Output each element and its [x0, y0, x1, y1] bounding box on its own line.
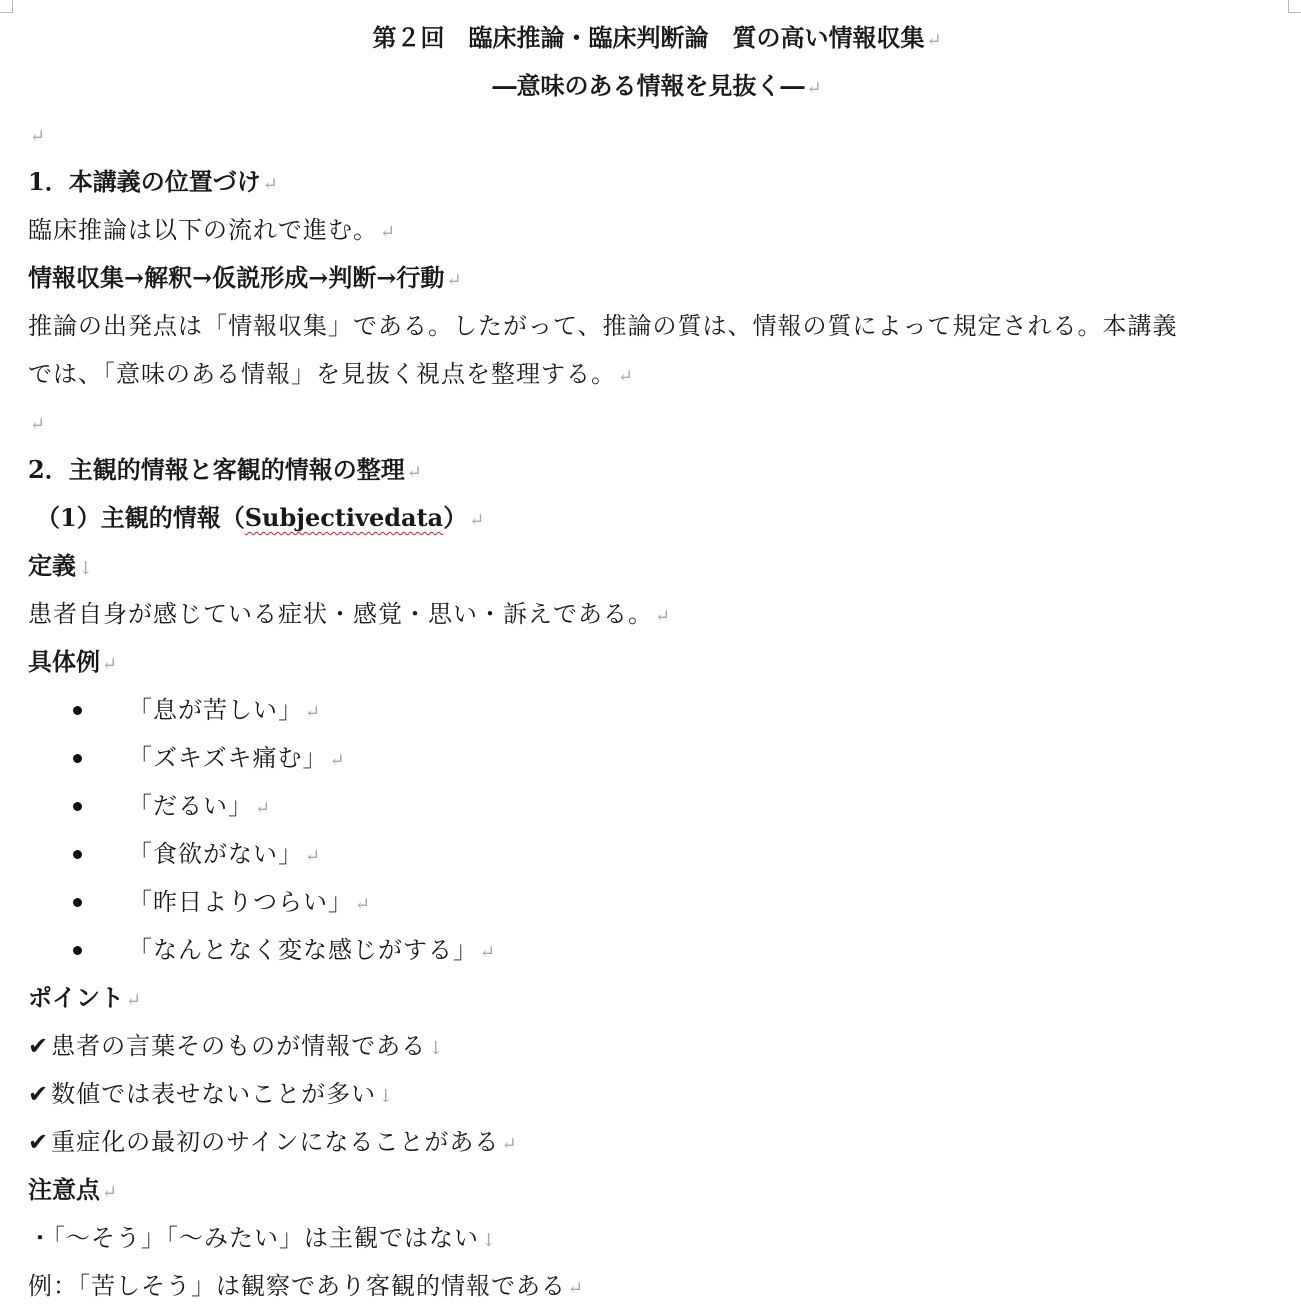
check-mark-icon: ✔ [28, 1080, 50, 1108]
bullet-icon [73, 946, 82, 955]
reasoning-flow: 情報収集→解釈→仮説形成→判断→行動 ↵ [28, 263, 462, 292]
paragraph-mark: ↵ [126, 990, 142, 1011]
paragraph-mark: ↵ [655, 606, 672, 627]
caution-text: ・「〜そう」「〜みたい」は主観ではない ↓ [28, 1224, 498, 1252]
paragraph-mark: ↵ [262, 174, 278, 195]
empty-paragraph [28, 398, 1286, 446]
list-item: 「だるい」 ↵ [28, 782, 1286, 830]
section-1-paragraph-line-1: 推論の出発点は「情報収集」である。したがって、推論の質は、情報の質によって規定される。本講義 [28, 312, 1178, 340]
point-item: ✔患者の言葉そのものが情報である ↓ [28, 1032, 445, 1060]
list-item: 「ズキズキ痛む」 ↵ [28, 734, 1286, 782]
bullet-icon [73, 850, 82, 859]
section-1-intro: 臨床推論は以下の流れで進む。 ↵ [28, 216, 397, 244]
paragraph-mark: ↵ [305, 702, 322, 723]
paragraph-mark: ↵ [380, 222, 397, 243]
paragraph-mark: ↵ [305, 846, 322, 867]
check-mark-icon: ✔ [28, 1128, 50, 1156]
section-1-paragraph-line-2: では、「意味のある情報」を見抜く視点を整理する。 ↵ [28, 360, 635, 388]
points-label: ポイント ↵ [28, 983, 142, 1012]
paragraph-mark: ↵ [806, 78, 822, 99]
line-break-mark: ↓ [78, 558, 94, 579]
list-item: 「昨日よりつらい」 ↵ [28, 878, 1286, 926]
bullet-icon [73, 802, 82, 811]
document-subtitle: ―意味のある情報を見抜く― ↵ [492, 71, 822, 100]
paragraph-mark: ↵ [446, 270, 462, 291]
line-break-mark: ↓ [428, 1038, 445, 1059]
bullet-icon [73, 706, 82, 715]
document-title: 第２回 臨床推論・臨床判断論 質の高い情報収集 ↵ [372, 23, 942, 52]
paragraph-mark: ↵ [255, 798, 272, 819]
paragraph-mark: ↵ [480, 942, 497, 963]
point-item: ✔重症化の最初のサインになることがある ↵ [28, 1128, 518, 1156]
subjective-data-heading: （1）主観的情報（Subjectivedata） ↵ [36, 503, 485, 532]
paragraph-mark: ↵ [406, 462, 422, 483]
section-1-heading: 1．本講義の位置づけ ↵ [28, 167, 278, 196]
list-item: 「食欲がない」 ↵ [28, 830, 1286, 878]
definition-label: 定義 ↓ [28, 551, 94, 580]
paragraph-mark: ↵ [926, 30, 942, 51]
paragraph-mark: ↵ [501, 1134, 518, 1155]
point-item: ✔数値では表せないことが多い ↓ [28, 1080, 395, 1108]
list-item: 「息が苦しい」 ↵ [28, 686, 1286, 734]
paragraph-mark: ↵ [102, 654, 118, 675]
page-corner-mark-right [1288, 0, 1301, 13]
paragraph-mark: ↵ [469, 510, 485, 531]
line-break-mark: ↓ [378, 1086, 395, 1107]
paragraph-mark: ↵ [30, 126, 46, 147]
paragraph-mark: ↵ [102, 1182, 118, 1203]
document-body[interactable] [28, 14, 1286, 1310]
definition-text: 患者自身が感じている症状・感覚・思い・訴えである。 ↵ [28, 600, 672, 628]
check-mark-icon: ✔ [28, 1032, 50, 1060]
spellcheck-underlined-term[interactable]: Subjectivedata [244, 503, 444, 532]
paragraph-mark: ↵ [329, 750, 346, 771]
section-2-heading: 2．主観的情報と客観的情報の整理 ↵ [28, 455, 422, 484]
empty-paragraph [28, 110, 1286, 158]
line-break-mark: ↓ [481, 1230, 498, 1251]
paragraph-mark: ↵ [30, 414, 46, 435]
caution-label: 注意点 ↵ [28, 1175, 118, 1204]
bullet-icon [73, 898, 82, 907]
paragraph-mark: ↵ [568, 1278, 585, 1299]
caution-example: 例：「苦しそう」は観察であり客観的情報である ↵ [28, 1272, 585, 1300]
paragraph-mark: ↵ [355, 894, 372, 915]
page-corner-mark-left [0, 0, 13, 13]
list-item: 「なんとなく変な感じがする」 ↵ [28, 926, 1286, 974]
paragraph-mark: ↵ [618, 366, 635, 387]
examples-label: 具体例 ↵ [28, 647, 118, 676]
bullet-icon [73, 754, 82, 763]
